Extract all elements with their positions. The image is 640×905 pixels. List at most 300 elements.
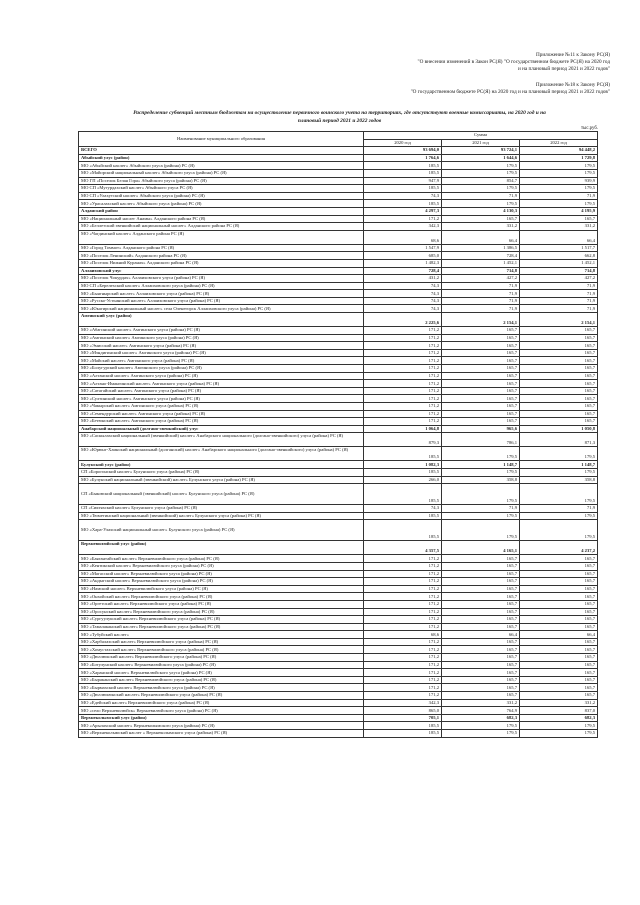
- row-value-1: 171,2: [364, 684, 442, 692]
- header-line: и на плановый период 2021 и 2022 годов": [518, 66, 610, 72]
- row-value-1: 266,0: [364, 476, 442, 484]
- row-value-2: 71,9: [442, 305, 520, 313]
- row-value-2: 165,7: [442, 387, 520, 395]
- row-value-2: 179,5: [442, 512, 520, 520]
- column-header-year: 2022 год: [520, 139, 598, 147]
- row-value-3: 714,8: [520, 267, 598, 275]
- table-row: [79, 699, 598, 707]
- row-value-3: 66,4: [520, 631, 598, 639]
- table-row: [79, 297, 598, 305]
- table-row: [79, 223, 598, 231]
- table-row: [79, 623, 598, 631]
- row-name: МО СП «Улахутский наслег» Абыйского улуса (района) РС (Я): [79, 192, 364, 200]
- table-row: [79, 305, 598, 313]
- row-value-1: 171,2: [364, 395, 442, 403]
- row-value-2: 71,9: [442, 290, 520, 298]
- row-value-2: 66,4: [442, 631, 520, 639]
- row-value-2: 165,7: [442, 395, 520, 403]
- row-value-1: 185,5: [364, 520, 442, 541]
- row-value-1: 171,2: [364, 638, 442, 646]
- row-value-2: 165,7: [442, 357, 520, 365]
- row-value-1: 171,2: [364, 334, 442, 342]
- row-name: МО «Беллетский эвенкийский национальный наслег» Алданского района РС (Я): [79, 223, 364, 231]
- row-value-3: 331,2: [520, 699, 598, 707]
- row-value-2: 165,7: [442, 623, 520, 631]
- row-value-3: 94 448,2: [520, 147, 598, 155]
- table-row: [79, 570, 598, 578]
- row-value-2: 854,7: [442, 177, 520, 185]
- row-value-1: 1 547,9: [364, 244, 442, 252]
- row-value-1: 171,2: [364, 562, 442, 570]
- row-value-2: 165,7: [442, 593, 520, 601]
- row-value-3: 165,7: [520, 616, 598, 624]
- row-value-3: 165,7: [520, 608, 598, 616]
- row-value-3: 837,0: [520, 707, 598, 715]
- row-value-1: 171,2: [364, 608, 442, 616]
- row-name: Верхневилюйский улус (район): [79, 541, 364, 555]
- row-name: МО «Хара-Улахский национальный наслег» Булунского улуса (района) РС (Я): [79, 520, 364, 541]
- row-value-2: 71,9: [442, 297, 520, 305]
- table-row: [79, 692, 598, 700]
- table-row: [79, 357, 598, 365]
- row-name: Анабарский национальный (долгано-эвенкийский) улус: [79, 425, 364, 433]
- row-value-2: 4 130,3: [442, 207, 520, 215]
- table-row: [79, 707, 598, 715]
- row-name: МО «Онхойский наслег» Верхневилюйского улуса (района) РС (Я): [79, 593, 364, 601]
- row-value-3: 165,7: [520, 395, 598, 403]
- row-name: МО «Поселок Ленинский» Алданского района РС (Я): [79, 252, 364, 260]
- header-line: "О внесении изменений в Закон РС(Я) "О государственном бюджете РС(Я) на 2020 год: [417, 59, 610, 65]
- table-row: [79, 259, 598, 267]
- row-value-3: 71,9: [520, 290, 598, 298]
- row-name: Алданский район: [79, 207, 364, 215]
- row-name: МО «Султинский наслег» Амгинского улуса (района) РС (Я): [79, 395, 364, 403]
- header-line: Приложение №11 к Закону РС(Я): [536, 52, 610, 58]
- row-value-2: 1 386,5: [442, 244, 520, 252]
- row-value-3: 682,3: [520, 714, 598, 722]
- table-row: [79, 207, 598, 215]
- column-header-name: Наименование муниципального образования: [79, 132, 364, 147]
- row-value-2: 179,5: [442, 200, 520, 208]
- appendix-header-1: [417, 52, 610, 73]
- table-row: [79, 425, 598, 433]
- row-name: МО «Майский наслег» Амгинского улуса (района) РС (Я): [79, 357, 364, 365]
- row-value-3: 165,7: [520, 357, 598, 365]
- row-value-3: 179,5: [520, 722, 598, 730]
- row-value-2: 165,7: [442, 669, 520, 677]
- row-name: МО «Семендурский наслег» Амгинского улуса (района) РС (Я): [79, 410, 364, 418]
- table-row: [79, 616, 598, 624]
- table-row: [79, 638, 598, 646]
- units-label: тыс.руб.: [581, 126, 598, 131]
- row-name: Аллаиховский улус: [79, 267, 364, 275]
- row-value-3: 71,9: [520, 305, 598, 313]
- table-row: [79, 676, 598, 684]
- column-header-year: 2021 год: [442, 139, 520, 147]
- table-row: [79, 447, 598, 461]
- table-row: [79, 654, 598, 662]
- row-name: МО «Арылахский наслег» Верхнеколымского улуса (района) РС (Я): [79, 722, 364, 730]
- row-name: МО «Оросунский наслег» Верхневилюйского улуса (района) РС (Я): [79, 608, 364, 616]
- row-value-3: 179,5: [520, 162, 598, 170]
- row-name: СП «Борогонский наслег» Булунского улуса (района) РС (Я): [79, 468, 364, 476]
- row-value-1: 4 357,5: [364, 541, 442, 555]
- table-row: [79, 267, 598, 275]
- table-row: [79, 418, 598, 426]
- row-value-1: 171,2: [364, 578, 442, 586]
- row-value-3: 179,5: [520, 447, 598, 461]
- row-name: МО «Андыгский наслег» Верхневилюйского улуса (района) РС (Я): [79, 578, 364, 586]
- row-value-3: 165,7: [520, 585, 598, 593]
- row-name: МО «Харбалахский наслег» Верхневилюйского улуса (района) РС (Я): [79, 638, 364, 646]
- row-name: МО «Юрюнг-Хаинский национальный (долганский) наслег» Анабарского национального (долгано-эвенкийского) улуса (района) РС (Я): [79, 447, 364, 461]
- table-row: [79, 334, 598, 342]
- row-name: МО «Магасский наслег» Верхневилюйского улуса (района) РС (Я): [79, 570, 364, 578]
- row-name: Верхнеколымский улус (район): [79, 714, 364, 722]
- row-value-1: 1 764,6: [364, 154, 442, 162]
- row-value-2: 93 724,1: [442, 147, 520, 155]
- row-value-1: 74,3: [364, 505, 442, 513]
- row-value-1: 185,5: [364, 730, 442, 738]
- row-value-3: 4 237,2: [520, 541, 598, 555]
- table-row: [79, 461, 598, 469]
- table-row: [79, 722, 598, 730]
- row-value-2: 179,5: [442, 722, 520, 730]
- row-name: МО «Саскылахский национальный (эвенкийский) наслег» Анабарского национального (долгано-эвенкийского) улуса (района) РС (Я): [79, 433, 364, 447]
- table-row: [79, 593, 598, 601]
- row-value-3: 165,7: [520, 349, 598, 357]
- row-value-1: 185,5: [364, 162, 442, 170]
- row-value-2: 331,2: [442, 699, 520, 707]
- row-value-1: 185,5: [364, 447, 442, 461]
- table-row: [79, 403, 598, 411]
- row-value-1: 185,5: [364, 169, 442, 177]
- row-name: МО «Едейский наслег» Верхневилюйского улуса (района) РС (Я): [79, 699, 364, 707]
- row-name: МО «Эмисский наслег» Амгинского улуса (района) РС (Я): [79, 342, 364, 350]
- row-value-1: 865,0: [364, 707, 442, 715]
- table-row: [79, 200, 598, 208]
- row-value-3: 165,7: [520, 327, 598, 335]
- row-value-2: 179,5: [442, 730, 520, 738]
- row-value-2: 165,7: [442, 342, 520, 350]
- table-row: [79, 395, 598, 403]
- row-value-1: 342,3: [364, 223, 442, 231]
- table-row: [79, 468, 598, 476]
- row-value-1: 171,2: [364, 418, 442, 426]
- row-value-2: 682,3: [442, 714, 520, 722]
- table-row: [79, 387, 598, 395]
- table-row: [79, 282, 598, 290]
- table-row: [79, 410, 598, 418]
- row-value-1: 431,2: [364, 275, 442, 283]
- row-name: МО «Баягантайский наслег» Верхневилюйского улуса (района) РС (Я): [79, 555, 364, 563]
- row-name: МО «Тамалаканский наслег» Верхневилюйского улуса (района) РС (Я): [79, 623, 364, 631]
- row-value-2: 165,7: [442, 616, 520, 624]
- row-value-1: 728,4: [364, 267, 442, 275]
- row-value-2: 165,7: [442, 334, 520, 342]
- row-value-3: 165,7: [520, 570, 598, 578]
- row-value-2: 427,2: [442, 275, 520, 283]
- table-row: [79, 669, 598, 677]
- row-value-2: 764,9: [442, 707, 520, 715]
- row-name: МО «Намский наслег» Верхневилюйского улуса (района) РС (Я): [79, 585, 364, 593]
- row-value-3: 66,4: [520, 230, 598, 244]
- table-row: [79, 476, 598, 484]
- row-value-2: 179,5: [442, 484, 520, 505]
- row-name: МО «Хомустахский наслег» Верхневилюйского улуса (района) РС (Я): [79, 646, 364, 654]
- row-name: МО ГП «Поселок Белая Гора» Абыйского улуса (района) РС (Я): [79, 177, 364, 185]
- table-row: [79, 541, 598, 555]
- row-name: МО «Оргетский наслег» Верхневилюйского улуса (района) РС (Я): [79, 600, 364, 608]
- row-name: Амгинский улус (район): [79, 313, 364, 327]
- row-value-1: 171,2: [364, 387, 442, 395]
- row-value-2: 1 452,1: [442, 259, 520, 267]
- row-value-3: 179,5: [520, 169, 598, 177]
- table-row: [79, 313, 598, 327]
- table-row: [79, 555, 598, 563]
- row-value-3: 1 729,8: [520, 154, 598, 162]
- table-row: [79, 646, 598, 654]
- row-value-2: 165,7: [442, 562, 520, 570]
- row-value-2: 786,1: [442, 433, 520, 447]
- row-value-3: 165,7: [520, 403, 598, 411]
- row-value-2: 4 165,1: [442, 541, 520, 555]
- row-value-1: 879,3: [364, 433, 442, 447]
- row-value-1: 171,2: [364, 410, 442, 418]
- row-value-2: 71,9: [442, 282, 520, 290]
- row-value-1: 74,3: [364, 192, 442, 200]
- row-value-3: 165,7: [520, 654, 598, 662]
- table-row: [79, 512, 598, 520]
- row-value-3: 165,7: [520, 646, 598, 654]
- table-row: [79, 372, 598, 380]
- table-row: [79, 578, 598, 586]
- row-value-3: 1 517,7: [520, 244, 598, 252]
- row-name: МО «Булунский национальный (эвенкийский) наслег» Булунского улуса (района) РС (Я): [79, 476, 364, 484]
- row-value-2: 1 148,7: [442, 461, 520, 469]
- row-name: МО «Тюметинский национальный (эвенкийский) наслег» Булунского улуса (района) РС (Я): [79, 512, 364, 520]
- row-value-3: 165,7: [520, 578, 598, 586]
- row-value-2: 165,7: [442, 638, 520, 646]
- row-value-1: 185,5: [364, 484, 442, 505]
- table-row: [79, 154, 598, 162]
- row-value-1: 185,5: [364, 468, 442, 476]
- row-value-2: 165,7: [442, 410, 520, 418]
- row-value-2: 714,8: [442, 267, 520, 275]
- row-value-2: 165,7: [442, 349, 520, 357]
- row-name: МО «Национальный наслег Анамы» Алданского района РС (Я): [79, 215, 364, 223]
- row-value-1: 171,2: [364, 380, 442, 388]
- row-value-2: 728,4: [442, 252, 520, 260]
- row-value-1: 185,5: [364, 722, 442, 730]
- header-line: Приложение №18 к Закону РС(Я): [535, 82, 610, 88]
- table-row: [79, 661, 598, 669]
- row-value-3: 165,7: [520, 342, 598, 350]
- row-value-2: 358,8: [442, 476, 520, 484]
- row-value-2: 165,7: [442, 661, 520, 669]
- row-value-2: 965,6: [442, 425, 520, 433]
- row-value-1: 74,3: [364, 282, 442, 290]
- table-row: [79, 433, 598, 447]
- row-name: МО «Дюллюкский наслег» Верхневилюйского улуса (района) РС (Я): [79, 654, 364, 662]
- table-row: [79, 252, 598, 260]
- row-value-3: 165,7: [520, 593, 598, 601]
- row-value-1: 4 297,3: [364, 207, 442, 215]
- row-name: МО «Урасалахский наслег» Абыйского улуса (района) РС (Я): [79, 200, 364, 208]
- table-row: [79, 275, 598, 283]
- row-value-3: 165,7: [520, 334, 598, 342]
- table-row: [79, 327, 598, 335]
- row-name: МО «Город Томмот» Алданского района РС (Я): [79, 244, 364, 252]
- table-row: [79, 192, 598, 200]
- row-value-1: 171,2: [364, 555, 442, 563]
- row-value-1: 171,2: [364, 600, 442, 608]
- row-value-2: 66,4: [442, 230, 520, 244]
- row-value-2: 165,7: [442, 365, 520, 373]
- table-body: [79, 147, 598, 737]
- table-row: [79, 342, 598, 350]
- row-value-3: 165,7: [520, 669, 598, 677]
- row-value-3: 165,7: [520, 684, 598, 692]
- table-row: [79, 177, 598, 185]
- table-row: [79, 185, 598, 193]
- row-value-1: 2 225,6: [364, 313, 442, 327]
- row-value-1: 74,3: [364, 305, 442, 313]
- row-value-3: 165,7: [520, 623, 598, 631]
- row-value-2: 165,7: [442, 327, 520, 335]
- row-value-3: 165,7: [520, 562, 598, 570]
- row-value-1: 171,2: [364, 676, 442, 684]
- row-value-1: 171,2: [364, 357, 442, 365]
- row-value-2: 165,7: [442, 646, 520, 654]
- row-value-2: 1 644,6: [442, 154, 520, 162]
- row-value-1: 171,2: [364, 593, 442, 601]
- row-name: Булунский улус (район): [79, 461, 364, 469]
- row-name: МО «Болугурский наслег» Амгинского улуса (района) РС (Я): [79, 365, 364, 373]
- row-value-2: 179,5: [442, 185, 520, 193]
- row-name: МО «Сургуулукский наслег» Верхневилюйского улуса (района) РС (Я): [79, 616, 364, 624]
- row-value-3: 165,7: [520, 555, 598, 563]
- row-value-1: 947,9: [364, 177, 442, 185]
- row-value-1: 185,5: [364, 200, 442, 208]
- row-name: МО «Бырмахский наслег» Верхневилюйского улуса (района) РС (Я): [79, 684, 364, 692]
- table-row: [79, 215, 598, 223]
- row-value-2: 71,9: [442, 505, 520, 513]
- table-row: [79, 505, 598, 513]
- table-row: [79, 520, 598, 541]
- header-line: "О государственном бюджете РС(Я) на 2020 год и на плановый период 2021 и 2022 годов": [410, 89, 610, 95]
- row-name: МО «Быягнырский наслег» Аллаиховского улуса (района) РС (Я): [79, 290, 364, 298]
- row-name: МО «Дюллюкюнский наслег» Верхневилюйского улуса (района) РС (Я): [79, 692, 364, 700]
- row-value-1: 171,2: [364, 342, 442, 350]
- row-name: Абыйский улус (район): [79, 154, 364, 162]
- title-line: Распределение субвенций местным бюджетам на осуществление первичного воинского учета на территориях, где отсутствуют военные комиссариаты, на 2020 год и на: [133, 110, 546, 116]
- table-row: [79, 162, 598, 170]
- row-value-1: 171,2: [364, 349, 442, 357]
- row-value-2: 179,5: [442, 520, 520, 541]
- table-row: [79, 380, 598, 388]
- row-value-3: 331,2: [520, 223, 598, 231]
- row-value-1: 68,6: [364, 230, 442, 244]
- row-value-1: 342,3: [364, 699, 442, 707]
- row-value-3: 165,7: [520, 365, 598, 373]
- table-row: [79, 585, 598, 593]
- row-value-1: 171,2: [364, 661, 442, 669]
- row-value-3: 179,5: [520, 730, 598, 738]
- row-name: МО «Тубуйский наслег»: [79, 631, 364, 639]
- table-row: [79, 244, 598, 252]
- row-value-3: 165,7: [520, 215, 598, 223]
- row-name: МО «Юкагирский национальный наслег» села Оленегорск Аллаиховского улуса (района) РС (Я): [79, 305, 364, 313]
- row-value-3: 71,9: [520, 282, 598, 290]
- row-value-3: 71,9: [520, 505, 598, 513]
- row-name: МО СП «Берелехский наслег» Аллаиховского улуса (района) РС (Я): [79, 282, 364, 290]
- row-value-3: 179,5: [520, 484, 598, 505]
- row-value-2: 2 154,1: [442, 313, 520, 327]
- row-value-2: 165,7: [442, 654, 520, 662]
- row-value-3: 179,5: [520, 200, 598, 208]
- row-value-3: 165,7: [520, 692, 598, 700]
- table-row: [79, 290, 598, 298]
- row-value-2: 165,7: [442, 372, 520, 380]
- row-value-3: 1 452,1: [520, 259, 598, 267]
- row-value-3: 871,3: [520, 433, 598, 447]
- row-value-1: 171,2: [364, 570, 442, 578]
- row-name: МО «Сатагайский наслег» Амгинского улуса (района) РС (Я): [79, 387, 364, 395]
- row-value-1: 93 694,0: [364, 147, 442, 155]
- row-name: МО СП «Мугурдахский наслег» Абыйского улуса РС (Я): [79, 185, 364, 193]
- row-value-3: 179,5: [520, 520, 598, 541]
- row-value-1: 68,6: [364, 631, 442, 639]
- row-name: МО «Майорский национальный наслег» Абыйского улуса (района) РС (Я): [79, 169, 364, 177]
- row-name: СП «Сиктяхский наслег» Булунского улуса (района) РС (Я): [79, 505, 364, 513]
- row-name: МО «Кентикский наслег» Верхневилюйского улуса (района) РС (Я): [79, 562, 364, 570]
- row-value-3: 179,5: [520, 468, 598, 476]
- row-value-3: 939,9: [520, 177, 598, 185]
- row-name: СП «Быковский национальный (эвенкийский) наслег» Булунского улуса (района) РС (Я): [79, 484, 364, 505]
- row-value-2: 165,7: [442, 692, 520, 700]
- row-value-3: 71,9: [520, 192, 598, 200]
- row-value-1: 171,2: [364, 215, 442, 223]
- row-value-3: 358,8: [520, 476, 598, 484]
- row-value-1: 1 082,3: [364, 461, 442, 469]
- row-value-2: 179,5: [442, 162, 520, 170]
- row-value-1: 171,2: [364, 654, 442, 662]
- row-name: МО «Бетюнский наслег» Амгинского улуса (района) РС (Я): [79, 418, 364, 426]
- row-value-2: 71,9: [442, 192, 520, 200]
- row-value-2: 165,7: [442, 600, 520, 608]
- table-row: [79, 484, 598, 505]
- row-value-3: 165,7: [520, 387, 598, 395]
- row-value-3: 165,7: [520, 661, 598, 669]
- row-value-3: 427,2: [520, 275, 598, 283]
- table-row: [79, 147, 598, 155]
- row-value-2: 165,7: [442, 570, 520, 578]
- row-value-3: 179,5: [520, 185, 598, 193]
- row-value-3: 4 195,9: [520, 207, 598, 215]
- table-row: [79, 365, 598, 373]
- row-value-3: 71,9: [520, 297, 598, 305]
- row-value-3: 2 154,1: [520, 313, 598, 327]
- row-name: МО «Верхнеколымский наслег » Верхнеколымского улуса (района) РС (Я): [79, 730, 364, 738]
- table-row: [79, 169, 598, 177]
- row-value-2: 165,7: [442, 585, 520, 593]
- row-value-3: 179,5: [520, 512, 598, 520]
- row-value-2: 165,7: [442, 215, 520, 223]
- row-value-2: 331,2: [442, 223, 520, 231]
- row-name: МО «Поселок Чокурдах» Аллаиховского улуса (района) РС (Я): [79, 275, 364, 283]
- table-row: [79, 730, 598, 738]
